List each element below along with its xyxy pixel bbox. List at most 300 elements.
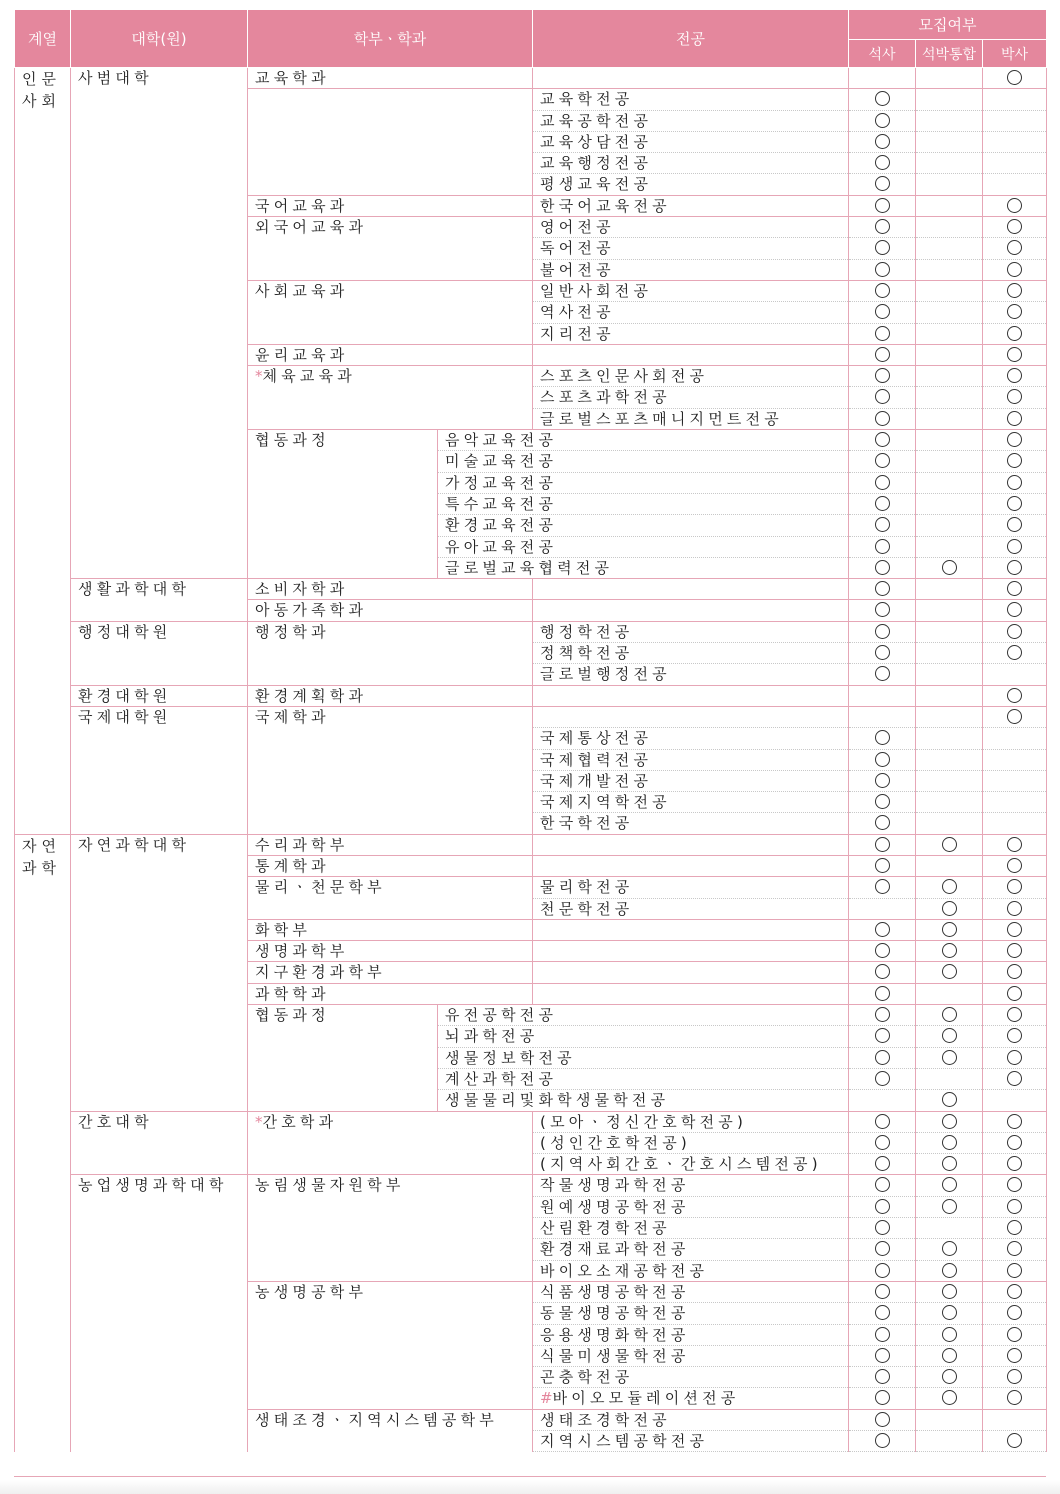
masters-mark-cell <box>849 536 916 557</box>
circle-mark-icon <box>875 1114 890 1129</box>
major-label: 일반사회전공 <box>540 281 653 300</box>
department-cell <box>248 1409 533 1452</box>
masters-mark-cell <box>849 408 916 429</box>
circle-mark-icon <box>875 730 890 745</box>
masters-mark-cell <box>849 600 916 621</box>
circle-mark-icon <box>1007 837 1022 852</box>
circle-mark-icon <box>942 1114 957 1129</box>
circle-mark-icon <box>942 1028 957 1043</box>
table-row <box>15 1111 1047 1132</box>
major-label: 바이오모듈레이션전공 <box>552 1389 740 1408</box>
circle-mark-icon <box>875 581 890 596</box>
major-cell <box>533 1303 849 1324</box>
masters-mark-cell <box>849 749 916 770</box>
integrated-mark-cell <box>916 1005 983 1026</box>
circle-mark-icon <box>875 1348 890 1363</box>
circle-mark-icon <box>875 645 890 660</box>
circle-mark-icon <box>1007 943 1022 958</box>
integrated-mark-cell <box>916 68 983 89</box>
doctoral-mark-cell <box>983 1431 1047 1452</box>
masters-mark-cell <box>849 1431 916 1452</box>
doctoral-mark-cell <box>983 451 1047 472</box>
doctoral-mark-cell <box>983 515 1047 536</box>
circle-mark-icon <box>1007 368 1022 383</box>
circle-mark-icon <box>875 602 890 617</box>
doctoral-mark-cell <box>983 430 1047 451</box>
doctoral-mark-cell <box>983 89 1047 110</box>
department-cell <box>248 1281 533 1409</box>
department-label: 사회교육과 <box>255 281 349 300</box>
circle-mark-icon <box>875 240 890 255</box>
circle-mark-icon <box>1007 1433 1022 1448</box>
masters-mark-cell <box>849 792 916 813</box>
circle-mark-icon <box>875 560 890 575</box>
major-label: 행정학전공 <box>540 622 634 641</box>
major-cell <box>533 259 849 280</box>
masters-mark-cell <box>849 1218 916 1239</box>
header-major: 전공 <box>533 10 849 68</box>
college-cell: 자연과학대학 <box>71 834 248 1111</box>
department-cell <box>248 195 533 216</box>
major-cell <box>533 302 849 323</box>
doctoral-mark-cell <box>983 344 1047 365</box>
circle-mark-icon <box>875 326 890 341</box>
circle-mark-icon <box>875 389 890 404</box>
circle-mark-icon <box>1007 1071 1022 1086</box>
table-row <box>15 706 1047 727</box>
integrated-mark-cell <box>916 387 983 408</box>
major-cell: 생물정보학전공 <box>438 1047 849 1068</box>
circle-mark-icon <box>1007 347 1022 362</box>
circle-mark-icon <box>942 879 957 894</box>
integrated-mark-cell <box>916 685 983 706</box>
circle-mark-icon <box>1007 901 1022 916</box>
major-cell <box>533 941 849 962</box>
integrated-mark-cell <box>916 1111 983 1132</box>
circle-mark-icon <box>1007 389 1022 404</box>
masters-mark-cell <box>849 621 916 642</box>
doctoral-mark-cell <box>983 579 1047 600</box>
circle-mark-icon <box>1007 1199 1022 1214</box>
doctoral-mark-cell <box>983 195 1047 216</box>
integrated-mark-cell <box>916 302 983 323</box>
integrated-mark-cell <box>916 962 983 983</box>
integrated-mark-cell <box>916 792 983 813</box>
doctoral-mark-cell <box>983 1388 1047 1409</box>
major-cell <box>533 408 849 429</box>
masters-mark-cell <box>849 366 916 387</box>
circle-mark-icon <box>875 1135 890 1150</box>
integrated-mark-cell <box>916 855 983 876</box>
page-bottom-shade <box>0 1480 1060 1494</box>
integrated-mark-cell <box>916 1068 983 1089</box>
masters-mark-cell <box>849 706 916 727</box>
masters-mark-cell <box>849 1026 916 1047</box>
doctoral-mark-cell <box>983 728 1047 749</box>
integrated-mark-cell <box>916 664 983 685</box>
department-cell <box>248 68 533 89</box>
integrated-mark-cell <box>916 238 983 259</box>
major-label: 국제협력전공 <box>540 750 653 769</box>
doctoral-mark-cell <box>983 1047 1047 1068</box>
circle-mark-icon <box>875 134 890 149</box>
masters-mark-cell <box>849 1196 916 1217</box>
doctoral-mark-cell <box>983 1132 1047 1153</box>
circle-mark-icon <box>942 1327 957 1342</box>
circle-mark-icon <box>1007 517 1022 532</box>
major-cell: 유전공학전공 <box>438 1005 849 1026</box>
doctoral-mark-cell <box>983 919 1047 940</box>
circle-mark-icon <box>1007 262 1022 277</box>
integrated-mark-cell <box>916 493 983 514</box>
masters-mark-cell <box>849 387 916 408</box>
department-label: 소비자학과 <box>255 580 349 599</box>
circle-mark-icon <box>1007 411 1022 426</box>
circle-mark-icon <box>875 432 890 447</box>
integrated-mark-cell <box>916 600 983 621</box>
integrated-mark-cell <box>916 770 983 791</box>
doctoral-mark-cell <box>983 643 1047 664</box>
department-cell <box>248 579 533 600</box>
circle-mark-icon <box>1007 1241 1022 1256</box>
circle-mark-icon <box>1007 1390 1022 1405</box>
masters-mark-cell <box>849 983 916 1004</box>
integrated-mark-cell <box>916 408 983 429</box>
major-cell <box>533 685 849 706</box>
masters-mark-cell <box>849 1005 916 1026</box>
circle-mark-icon <box>1007 1327 1022 1342</box>
circle-mark-icon <box>942 1369 957 1384</box>
integrated-mark-cell <box>916 153 983 174</box>
doctoral-mark-cell <box>983 302 1047 323</box>
doctoral-mark-cell <box>983 1175 1047 1196</box>
circle-mark-icon <box>875 1305 890 1320</box>
department-label: 환경계획학과 <box>255 686 368 705</box>
department-cell <box>248 834 533 855</box>
doctoral-mark-cell <box>983 1218 1047 1239</box>
integrated-mark-cell <box>916 749 983 770</box>
department-cell <box>248 941 533 962</box>
header-integrated: 석박통합 <box>916 40 983 68</box>
circle-mark-icon <box>875 922 890 937</box>
masters-mark-cell <box>849 1175 916 1196</box>
integrated-mark-cell <box>916 344 983 365</box>
major-cell <box>533 1239 849 1260</box>
header-college: 대학(원) <box>71 10 248 68</box>
category-cell: 자연 과학 <box>15 834 71 1452</box>
integrated-mark-cell <box>916 1260 983 1281</box>
circle-mark-icon <box>875 1177 890 1192</box>
major-label: 영어전공 <box>540 218 615 237</box>
major-label: 동물생명공학전공 <box>540 1304 690 1323</box>
circle-mark-icon <box>875 198 890 213</box>
circle-mark-icon <box>1007 645 1022 660</box>
table-bottom-rule <box>14 1476 1046 1477</box>
major-label: 곤충학전공 <box>540 1368 634 1387</box>
circle-mark-icon <box>942 1199 957 1214</box>
integrated-mark-cell <box>916 919 983 940</box>
major-cell <box>533 1388 849 1409</box>
circle-mark-icon <box>1007 624 1022 639</box>
circle-mark-icon <box>1007 283 1022 298</box>
integrated-mark-cell <box>916 1175 983 1196</box>
department-cell <box>248 430 438 579</box>
circle-mark-icon <box>1007 475 1022 490</box>
masters-mark-cell <box>849 68 916 89</box>
circle-mark-icon <box>1007 1220 1022 1235</box>
circle-mark-icon <box>942 1007 957 1022</box>
masters-mark-cell <box>849 1111 916 1132</box>
major-label: 원예생명공학전공 <box>540 1197 690 1216</box>
header-category: 계열 <box>15 10 71 68</box>
doctoral-mark-cell <box>983 217 1047 238</box>
major-label: 불어전공 <box>540 260 615 279</box>
doctoral-mark-cell <box>983 1239 1047 1260</box>
circle-mark-icon <box>1007 688 1022 703</box>
doctoral-mark-cell <box>983 792 1047 813</box>
masters-mark-cell <box>849 472 916 493</box>
masters-mark-cell <box>849 1132 916 1153</box>
doctoral-mark-cell <box>983 174 1047 195</box>
department-cell <box>248 983 533 1004</box>
circle-mark-icon <box>1007 581 1022 596</box>
circle-mark-icon <box>875 879 890 894</box>
doctoral-mark-cell <box>983 1367 1047 1388</box>
major-cell: 유아교육전공 <box>438 536 849 557</box>
major-cell <box>533 664 849 685</box>
doctoral-mark-cell <box>983 323 1047 344</box>
circle-mark-icon <box>942 1177 957 1192</box>
major-label: 국제통상전공 <box>540 729 653 748</box>
doctoral-mark-cell <box>983 770 1047 791</box>
doctoral-mark-cell <box>983 153 1047 174</box>
college-cell: 농업생명과학대학 <box>71 1175 248 1452</box>
circle-mark-icon <box>1007 709 1022 724</box>
major-label: 지역시스템공학전공 <box>540 1432 709 1450</box>
college-cell: 생활과학대학 <box>71 579 248 622</box>
integrated-mark-cell <box>916 259 983 280</box>
circle-mark-icon <box>875 496 890 511</box>
masters-mark-cell <box>849 174 916 195</box>
major-cell: 생물물리및화학생물학전공 <box>438 1090 849 1111</box>
major-label: 환경재료과학전공 <box>540 1240 690 1259</box>
major-cell <box>533 728 849 749</box>
circle-mark-icon <box>875 155 890 170</box>
major-cell <box>533 1132 849 1153</box>
circle-mark-icon <box>875 347 890 362</box>
masters-mark-cell <box>849 1409 916 1430</box>
circle-mark-icon <box>1007 496 1022 511</box>
doctoral-mark-cell <box>983 387 1047 408</box>
major-cell <box>533 877 849 898</box>
masters-mark-cell <box>849 110 916 131</box>
department-label: 국제학과 <box>255 707 330 726</box>
department-label: 농생명공학부 <box>255 1282 368 1301</box>
major-cell <box>533 898 849 919</box>
integrated-mark-cell <box>916 515 983 536</box>
major-cell <box>533 749 849 770</box>
circle-mark-icon <box>875 794 890 809</box>
masters-mark-cell <box>849 1281 916 1302</box>
department-label: 수리과학부 <box>255 835 349 854</box>
circle-mark-icon <box>875 1050 890 1065</box>
department-label: 외국어교육과 <box>255 218 368 237</box>
integrated-mark-cell <box>916 89 983 110</box>
major-label: 교육행정전공 <box>540 154 653 173</box>
major-cell <box>533 110 849 131</box>
integrated-mark-cell <box>916 941 983 962</box>
doctoral-mark-cell <box>983 600 1047 621</box>
integrated-mark-cell <box>916 1026 983 1047</box>
doctoral-mark-cell <box>983 855 1047 876</box>
major-cell <box>533 579 849 600</box>
circle-mark-icon <box>875 1007 890 1022</box>
department-label: 화학부 <box>255 920 312 939</box>
integrated-mark-cell <box>916 728 983 749</box>
doctoral-mark-cell <box>983 1090 1047 1111</box>
department-cell <box>248 855 533 876</box>
major-cell: 글로벌교육협력전공 <box>438 557 849 578</box>
masters-mark-cell <box>849 962 916 983</box>
circle-mark-icon <box>1007 1177 1022 1192</box>
integrated-mark-cell <box>916 1388 983 1409</box>
doctoral-mark-cell <box>983 493 1047 514</box>
doctoral-mark-cell <box>983 408 1047 429</box>
masters-mark-cell <box>849 1388 916 1409</box>
major-cell <box>533 1324 849 1345</box>
department-cell <box>248 600 533 621</box>
major-cell: 뇌과학전공 <box>438 1026 849 1047</box>
masters-mark-cell <box>849 131 916 152</box>
circle-mark-icon <box>875 773 890 788</box>
integrated-mark-cell <box>916 1367 983 1388</box>
integrated-mark-cell <box>916 1409 983 1430</box>
integrated-mark-cell <box>916 280 983 301</box>
major-cell <box>533 1154 849 1175</box>
circle-mark-icon <box>875 176 890 191</box>
circle-mark-icon <box>875 666 890 681</box>
department-label: 체육교육과 <box>262 367 356 386</box>
circle-mark-icon <box>942 1284 957 1299</box>
integrated-mark-cell <box>916 1324 983 1345</box>
doctoral-mark-cell <box>983 983 1047 1004</box>
circle-mark-icon <box>1007 1156 1022 1171</box>
circle-mark-icon <box>1007 1284 1022 1299</box>
integrated-mark-cell <box>916 1218 983 1239</box>
circle-mark-icon <box>875 1071 890 1086</box>
circle-mark-icon <box>942 1348 957 1363</box>
major-cell <box>533 621 849 642</box>
circle-mark-icon <box>875 943 890 958</box>
major-cell <box>533 1345 849 1366</box>
integrated-mark-cell <box>916 1132 983 1153</box>
masters-mark-cell <box>849 344 916 365</box>
circle-mark-icon <box>875 411 890 426</box>
doctoral-mark-cell <box>983 259 1047 280</box>
circle-mark-icon <box>942 964 957 979</box>
masters-mark-cell <box>849 493 916 514</box>
doctoral-mark-cell <box>983 1154 1047 1175</box>
doctoral-mark-cell <box>983 557 1047 578</box>
circle-mark-icon <box>942 1156 957 1171</box>
major-cell <box>533 792 849 813</box>
masters-mark-cell <box>849 855 916 876</box>
header-doctoral: 박사 <box>983 40 1047 68</box>
doctoral-mark-cell <box>983 749 1047 770</box>
circle-mark-icon <box>942 1050 957 1065</box>
masters-mark-cell <box>849 898 916 919</box>
circle-mark-icon <box>1007 1263 1022 1278</box>
department-label: 물리ㆍ천문학부 <box>255 878 386 897</box>
major-label: 정책학전공 <box>540 644 634 663</box>
integrated-mark-cell <box>916 579 983 600</box>
doctoral-mark-cell <box>983 1345 1047 1366</box>
masters-mark-cell <box>849 430 916 451</box>
masters-mark-cell <box>849 238 916 259</box>
circle-mark-icon <box>942 1305 957 1320</box>
circle-mark-icon <box>1007 560 1022 575</box>
department-cell <box>248 1005 438 1111</box>
doctoral-mark-cell <box>983 621 1047 642</box>
circle-mark-icon <box>1007 964 1022 979</box>
college-cell: 사범대학 <box>71 68 248 579</box>
admissions-table <box>14 9 1047 1452</box>
circle-mark-icon <box>875 837 890 852</box>
circle-mark-icon <box>875 1241 890 1256</box>
circle-mark-icon <box>1007 240 1022 255</box>
circle-mark-icon <box>1007 1028 1022 1043</box>
circle-mark-icon <box>875 517 890 532</box>
header-department: 학부ㆍ학과 <box>248 10 533 68</box>
department-cell <box>248 89 533 195</box>
department-label: 지구환경과학부 <box>255 963 386 982</box>
masters-mark-cell <box>849 89 916 110</box>
college-cell: 행정대학원 <box>71 621 248 685</box>
major-label: 역사전공 <box>540 303 615 322</box>
integrated-mark-cell <box>916 110 983 131</box>
circle-mark-icon <box>875 453 890 468</box>
major-cell <box>533 89 849 110</box>
department-label: 농림생물자원학부 <box>255 1176 405 1195</box>
integrated-mark-cell <box>916 131 983 152</box>
circle-mark-icon <box>875 1327 890 1342</box>
integrated-mark-cell <box>916 174 983 195</box>
department-cell <box>248 877 533 920</box>
integrated-mark-cell <box>916 706 983 727</box>
circle-mark-icon <box>942 1092 957 1107</box>
major-label: (지역사회간호ㆍ간호시스템전공) <box>540 1155 822 1174</box>
major-cell <box>533 600 849 621</box>
masters-mark-cell <box>849 302 916 323</box>
integrated-mark-cell <box>916 217 983 238</box>
doctoral-mark-cell <box>983 1303 1047 1324</box>
circle-mark-icon <box>875 368 890 383</box>
major-cell <box>533 919 849 940</box>
circle-mark-icon <box>1007 922 1022 937</box>
major-label: 국제지역학전공 <box>540 793 671 812</box>
masters-mark-cell <box>849 1239 916 1260</box>
integrated-mark-cell <box>916 834 983 855</box>
doctoral-mark-cell <box>983 941 1047 962</box>
doctoral-mark-cell <box>983 1196 1047 1217</box>
masters-mark-cell <box>849 643 916 664</box>
masters-mark-cell <box>849 685 916 706</box>
department-label: 간호학과 <box>262 1112 338 1131</box>
circle-mark-icon <box>875 304 890 319</box>
department-cell <box>248 919 533 940</box>
asterisk-mark: * <box>255 1112 263 1131</box>
doctoral-mark-cell <box>983 238 1047 259</box>
